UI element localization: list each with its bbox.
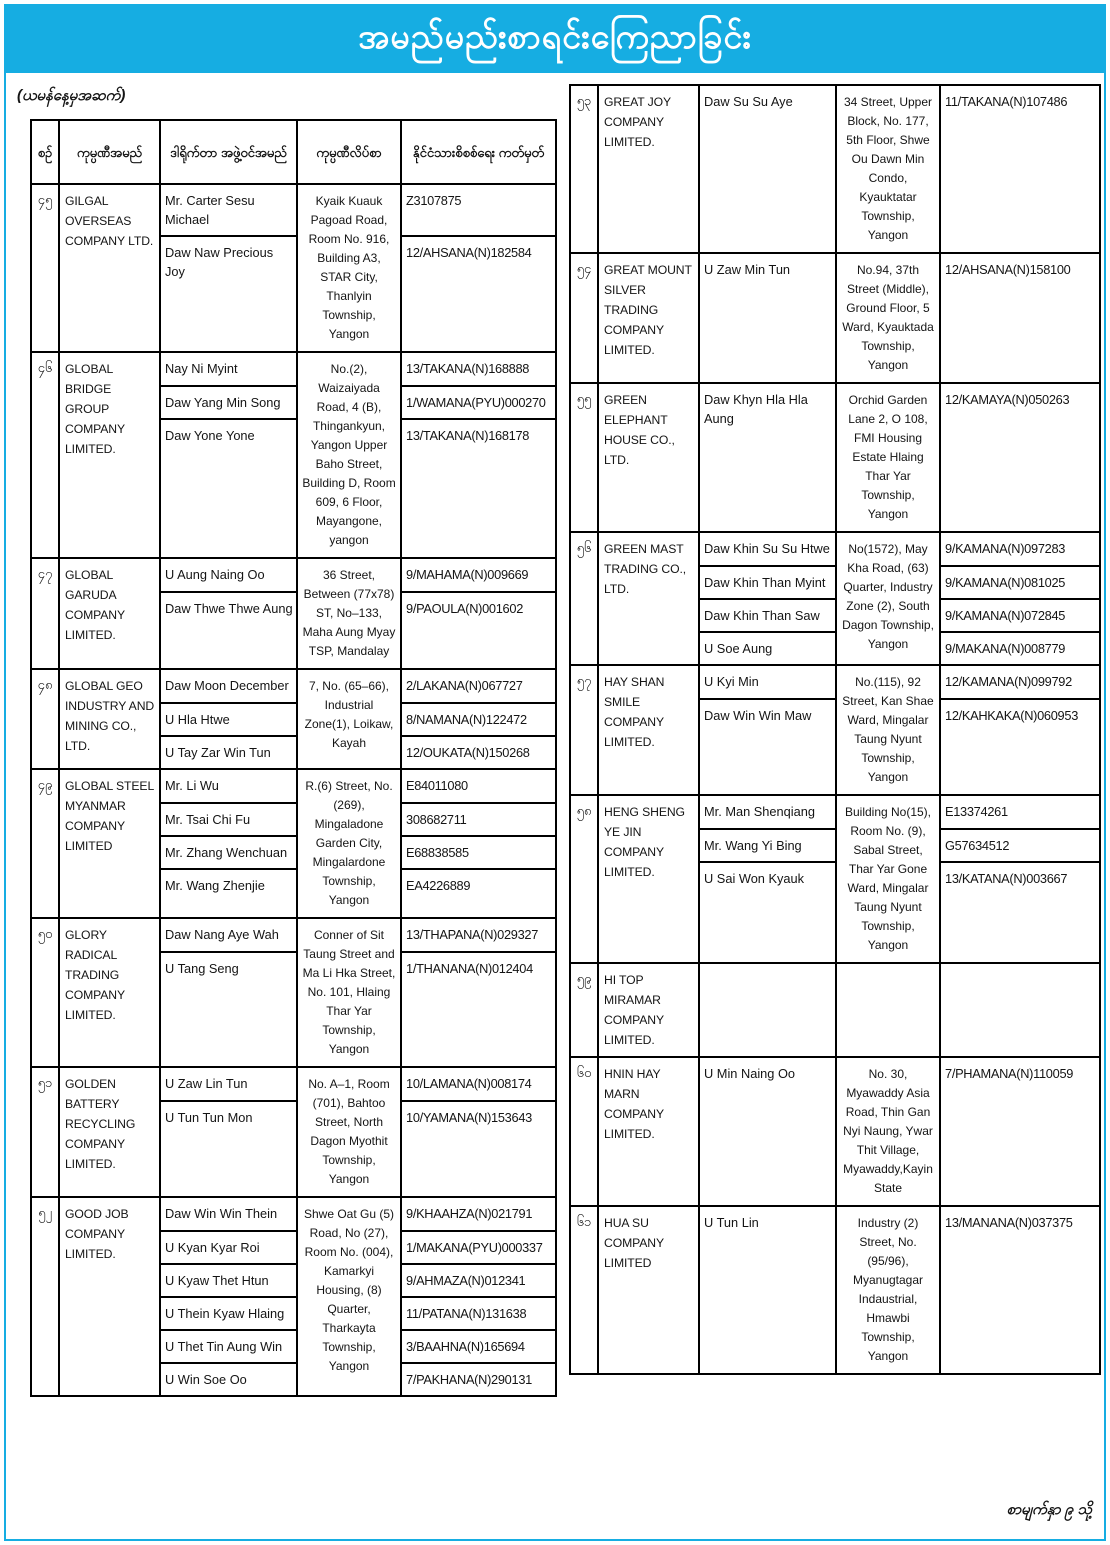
company-name-cell: HAY SHAN SMILE COMPANY LIMITED. bbox=[597, 666, 698, 794]
director-name-cell: Daw Khin Than Myint bbox=[698, 565, 835, 598]
nrc-number-cell: 7/PAKHANA(N)290131 bbox=[400, 1362, 555, 1395]
serial-cell: ၆၀ bbox=[576, 1065, 592, 1080]
director-name-cell: Daw Moon December bbox=[159, 670, 296, 702]
company-name-cell: GILGAL OVERSEAS COMPANY LTD. bbox=[58, 185, 159, 351]
company-name-cell: GOLDEN BATTERY RECYCLING COMPANY LIMITED. bbox=[58, 1068, 159, 1196]
table-row bbox=[32, 183, 555, 351]
nrc-number-cell: 3/BAAHNA(N)165694 bbox=[400, 1329, 555, 1362]
address-cell: Orchid Garden Lane 2, O 108, FMI Housing Estate Hlaing Thar Yar Township, Yangon bbox=[835, 384, 939, 531]
address-cell bbox=[835, 964, 939, 1056]
company-name-cell: GOOD JOB COMPANY LIMITED. bbox=[58, 1198, 159, 1395]
nrc-number-cell: 10/YAMANA(N)153643 bbox=[400, 1100, 555, 1196]
nrc-number-cell: 12/OUKATA(N)150268 bbox=[400, 735, 555, 768]
director-name-cell: U Hla Htwe bbox=[159, 702, 296, 735]
director-name-cell: U Thein Kyaw Hlaing bbox=[159, 1296, 296, 1329]
nrc-number-cell: 9/KHAAHZA(N)021791 bbox=[400, 1198, 555, 1230]
page-title: အမည်မည်းစာရင်းကြေညာခြင်း bbox=[358, 18, 752, 56]
table-row bbox=[32, 917, 555, 1066]
company-name-cell: HI TOP MIRAMAR COMPANY LIMITED. bbox=[597, 964, 698, 1056]
director-name-cell: U Tun Tun Mon bbox=[159, 1100, 296, 1196]
page-header-banner bbox=[6, 6, 1104, 73]
director-name-cell: U Aung Naing Oo bbox=[159, 559, 296, 591]
nrc-number-cell: Z3107875 bbox=[400, 185, 555, 235]
nrc-number-cell: 13/MANANA(N)037375 bbox=[939, 1207, 1099, 1373]
table-row bbox=[32, 1196, 555, 1395]
director-name-cell: U Soe Aung bbox=[698, 631, 835, 664]
nrc-number-cell: 9/KAMANA(N)081025 bbox=[939, 565, 1099, 598]
director-name-cell: Mr. Wang Zhenjie bbox=[159, 868, 296, 917]
director-name-cell: Mr. Man Shenqiang bbox=[698, 796, 835, 828]
nrc-number-cell: 7/PHAMANA(N)110059 bbox=[939, 1058, 1099, 1205]
address-cell: No.94, 37th Street (Middle), Ground Floor, 5 Ward, Kyauktada Township, Yangon bbox=[835, 254, 939, 382]
nrc-number-cell: 12/KAMAYA(N)050263 bbox=[939, 384, 1099, 531]
address-cell: Shwe Oat Gu (5) Road, No (27), Room No. (004), Kamarkyi Housing, (8) Quarter, Tharkayta Township, Yangon bbox=[296, 1198, 400, 1395]
table-body-left bbox=[32, 183, 555, 1395]
address-cell: 7, No. (65–66), Industrial Zone(1), Loikaw, Kayah bbox=[296, 670, 400, 768]
director-name-cell: Daw Su Su Aye bbox=[698, 86, 835, 252]
director-name-cell: Daw Khin Than Saw bbox=[698, 598, 835, 631]
table-row bbox=[571, 252, 1099, 382]
company-name-cell: GLOBAL GEO INDUSTRY AND MINING CO., LTD. bbox=[58, 670, 159, 768]
serial-cell: ၅၉ bbox=[576, 971, 592, 986]
nrc-number-cell: 9/AHMAZA(N)012341 bbox=[400, 1263, 555, 1296]
table-row bbox=[571, 1205, 1099, 1373]
address-cell: No. A–1, Room (701), Bahtoo Street, North Dagon Myothit Township, Yangon bbox=[296, 1068, 400, 1196]
table-row bbox=[571, 664, 1099, 794]
address-cell: 36 Street, Between (77x78) ST, No–133, Maha Aung Myay TSP, Mandalay bbox=[296, 559, 400, 668]
table-row bbox=[32, 1066, 555, 1196]
page-continuation-footer: စာမျက်နှာ ၉ သို့ bbox=[1006, 1501, 1092, 1518]
nrc-number-cell: 13/TAKANA(N)168178 bbox=[400, 418, 555, 557]
director-name-cell: Daw Khin Su Su Htwe bbox=[698, 533, 835, 565]
director-name-cell: Daw Khyn Hla Hla Aung bbox=[698, 384, 835, 531]
director-name-cell: Nay Ni Myint bbox=[159, 353, 296, 385]
company-name-cell: GLOBAL GARUDA COMPANY LIMITED. bbox=[58, 559, 159, 668]
director-name-cell: U Kyaw Thet Htun bbox=[159, 1263, 296, 1296]
nrc-number-cell: 12/AHSANA(N)182584 bbox=[400, 235, 555, 351]
director-name-cell: U Zaw Lin Tun bbox=[159, 1068, 296, 1100]
company-name-cell: HENG SHENG YE JIN COMPANY LIMITED. bbox=[597, 796, 698, 962]
table-row bbox=[571, 962, 1099, 1056]
address-cell: Conner of Sit Taung Street and Ma Li Hka Street, No. 101, Hlaing Thar Yar Township, Yangon bbox=[296, 919, 400, 1066]
header-directors: ဒါရိုက်တာ အဖွဲ့ဝင်အမည် bbox=[159, 121, 296, 183]
table-row bbox=[32, 557, 555, 668]
director-name-cell: U Kyi Min bbox=[698, 666, 835, 698]
company-table-right bbox=[569, 84, 1101, 1375]
table-row bbox=[32, 668, 555, 768]
company-table-left bbox=[30, 119, 557, 1397]
nrc-number-cell: 12/KAHKAKA(N)060953 bbox=[939, 698, 1099, 794]
nrc-number-cell: 308682711 bbox=[400, 802, 555, 835]
nrc-number-cell: 8/NAMANA(N)122472 bbox=[400, 702, 555, 735]
company-name-cell: GREEN ELEPHANT HOUSE CO., LTD. bbox=[597, 384, 698, 531]
serial-cell: ၅၅ bbox=[576, 391, 592, 406]
table-row bbox=[571, 531, 1099, 664]
director-name-cell: Daw Thwe Thwe Aung bbox=[159, 591, 296, 668]
director-name-cell: Mr. Wang Yi Bing bbox=[698, 828, 835, 861]
nrc-number-cell bbox=[939, 964, 1099, 1056]
serial-cell: ၅၈ bbox=[576, 803, 592, 818]
director-name-cell: U Thet Tin Aung Win bbox=[159, 1329, 296, 1362]
director-name-cell: Daw Yone Yone bbox=[159, 418, 296, 557]
nrc-number-cell: 10/LAMANA(N)008174 bbox=[400, 1068, 555, 1100]
serial-cell: ၅၃ bbox=[576, 93, 592, 108]
director-name-cell: U Tay Zar Win Tun bbox=[159, 735, 296, 768]
serial-cell: ၅၀ bbox=[37, 926, 53, 941]
nrc-number-cell: 9/MAHAMA(N)009669 bbox=[400, 559, 555, 591]
serial-cell: ၅၁ bbox=[37, 1075, 53, 1090]
table-row bbox=[32, 768, 555, 917]
table-header-row bbox=[32, 121, 555, 183]
nrc-number-cell: 13/TAKANA(N)168888 bbox=[400, 353, 555, 385]
table-row bbox=[571, 1056, 1099, 1205]
nrc-number-cell: 13/THAPANA(N)029327 bbox=[400, 919, 555, 951]
nrc-number-cell: E84011080 bbox=[400, 770, 555, 802]
table-column-left bbox=[30, 119, 557, 1397]
nrc-number-cell: 1/THANANA(N)012404 bbox=[400, 951, 555, 1066]
company-name-cell: HNIN HAY MARN COMPANY LIMITED. bbox=[597, 1058, 698, 1205]
director-name-cell: U Tun Lin bbox=[698, 1207, 835, 1373]
address-cell: No.(2), Waizaiyada Road, 4 (B), Thingankyun, Yangon Upper Baho Street, Building D, Room 609, 6 Floor, Mayangone, yangon bbox=[296, 353, 400, 557]
company-name-cell: GLOBAL STEEL MYANMAR COMPANY LIMITED bbox=[58, 770, 159, 917]
serial-cell: ၄၉ bbox=[37, 777, 53, 792]
nrc-number-cell: 9/PAOULA(N)001602 bbox=[400, 591, 555, 668]
address-cell: No(1572), May Kha Road, (63) Quarter, Industry Zone (2), South Dagon Township, Yangon bbox=[835, 533, 939, 664]
company-name-cell: GREAT JOY COMPANY LIMITED. bbox=[597, 86, 698, 252]
address-cell: R.(6) Street, No. (269), Mingaladone Garden City, Mingalardone Township, Yangon bbox=[296, 770, 400, 917]
director-name-cell: Daw Win Win Thein bbox=[159, 1198, 296, 1230]
nrc-number-cell: E13374261 bbox=[939, 796, 1099, 828]
table-row bbox=[571, 86, 1099, 252]
director-name-cell: Mr. Li Wu bbox=[159, 770, 296, 802]
nrc-number-cell: 11/PATANA(N)131638 bbox=[400, 1296, 555, 1329]
director-name-cell: Mr. Tsai Chi Fu bbox=[159, 802, 296, 835]
company-name-cell: GREAT MOUNT SILVER TRADING COMPANY LIMITED. bbox=[597, 254, 698, 382]
table-row bbox=[32, 351, 555, 557]
director-name-cell: U Kyan Kyar Roi bbox=[159, 1230, 296, 1263]
nrc-number-cell: 12/KAMANA(N)099792 bbox=[939, 666, 1099, 698]
nrc-number-cell: G57634512 bbox=[939, 828, 1099, 861]
serial-cell: ၆၁ bbox=[576, 1214, 592, 1229]
serial-cell: ၄၈ bbox=[37, 677, 53, 692]
header-address: ကုမ္ပဏီလိပ်စာ bbox=[296, 121, 400, 183]
company-name-cell: GREEN MAST TRADING CO., LTD. bbox=[597, 533, 698, 664]
nrc-number-cell: 9/MAKANA(N)008779 bbox=[939, 631, 1099, 664]
header-nrc: နိုင်ငံသားစိစစ်ရေး ကတ်မှတ် bbox=[400, 121, 555, 183]
nrc-number-cell: 9/KAMANA(N)097283 bbox=[939, 533, 1099, 565]
nrc-number-cell: 12/AHSANA(N)158100 bbox=[939, 254, 1099, 382]
serial-cell: ၄၆ bbox=[37, 360, 53, 375]
nrc-number-cell: 9/KAMANA(N)072845 bbox=[939, 598, 1099, 631]
company-name-cell: HUA SU COMPANY LIMITED bbox=[597, 1207, 698, 1373]
address-cell: No.(115), 92 Street, Kan Shae Ward, Mingalar Taung Nyunt Township, Yangon bbox=[835, 666, 939, 794]
director-name-cell: Mr. Zhang Wenchuan bbox=[159, 835, 296, 868]
director-name-cell: Daw Naw Precious Joy bbox=[159, 235, 296, 351]
serial-cell: ၅၄ bbox=[576, 261, 592, 276]
director-name-cell: Daw Yang Min Song bbox=[159, 385, 296, 418]
nrc-number-cell: 11/TAKANA(N)107486 bbox=[939, 86, 1099, 252]
continuation-note: (ယမန်နေ့မှအဆက်) bbox=[17, 87, 126, 104]
address-cell: No. 30, Myawaddy Asia Road, Thin Gan Nyi Naung, Ywar Thit Village, Myawaddy,Kayin State bbox=[835, 1058, 939, 1205]
company-name-cell: GLOBAL BRIDGE GROUP COMPANY LIMITED. bbox=[58, 353, 159, 557]
nrc-number-cell: E68838585 bbox=[400, 835, 555, 868]
nrc-number-cell: 1/MAKANA(PYU)000337 bbox=[400, 1230, 555, 1263]
table-row bbox=[571, 382, 1099, 531]
nrc-number-cell: 2/LAKANA(N)067727 bbox=[400, 670, 555, 702]
director-name-cell: U Zaw Min Tun bbox=[698, 254, 835, 382]
address-cell: 34 Street, Upper Block, No. 177, 5th Floor, Shwe Ou Dawn Min Condo, Kyauktatar Township, Yangon bbox=[835, 86, 939, 252]
serial-cell: ၄၅ bbox=[37, 192, 53, 207]
serial-cell: ၅၆ bbox=[576, 540, 592, 555]
director-name-cell bbox=[698, 964, 835, 1056]
nrc-number-cell: 13/KATANA(N)003667 bbox=[939, 861, 1099, 962]
table-row bbox=[571, 794, 1099, 962]
director-name-cell: Mr. Carter Sesu Michael bbox=[159, 185, 296, 235]
address-cell: Building No(15), Room No. (9), Sabal Street, Thar Yar Gone Ward, Mingalar Taung Nyunt Township, Yangon bbox=[835, 796, 939, 962]
director-name-cell: U Tang Seng bbox=[159, 951, 296, 1066]
director-name-cell: U Min Naing Oo bbox=[698, 1058, 835, 1205]
address-cell: Industry (2) Street, No. (95/96), Myanugtagar Indaustrial, Hmawbi Township, Yangon bbox=[835, 1207, 939, 1373]
director-name-cell: Daw Nang Aye Wah bbox=[159, 919, 296, 951]
header-serial: စဉ် bbox=[37, 144, 53, 160]
serial-cell: ၄၇ bbox=[37, 566, 53, 581]
header-company: ကုမ္ပဏီအမည် bbox=[58, 121, 159, 183]
nrc-number-cell: EA4226889 bbox=[400, 868, 555, 917]
serial-cell: ၅၇ bbox=[576, 673, 592, 688]
address-cell: Kyaik Kuauk Pagoad Road, Room No. 916, Building A3, STAR City, Thanlyin Township, Yangon bbox=[296, 185, 400, 351]
nrc-number-cell: 1/WAMANA(PYU)000270 bbox=[400, 385, 555, 418]
director-name-cell: U Win Soe Oo bbox=[159, 1362, 296, 1395]
serial-cell: ၅၂ bbox=[38, 1205, 52, 1220]
director-name-cell: U Sai Won Kyauk bbox=[698, 861, 835, 962]
director-name-cell: Daw Win Win Maw bbox=[698, 698, 835, 794]
company-name-cell: GLORY RADICAL TRADING COMPANY LIMITED. bbox=[58, 919, 159, 1066]
table-column-right bbox=[569, 84, 1101, 1375]
